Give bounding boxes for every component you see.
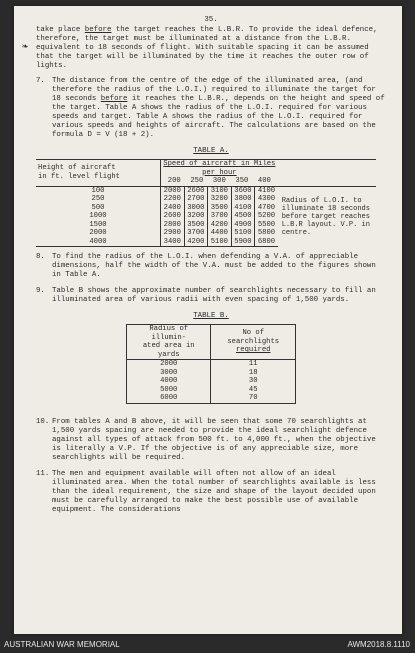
paragraph-number: 11. — [36, 469, 50, 478]
paragraph-7: 7. The distance from the centre of the edge of the illuminated area, (and therefore the radius of the L.O.I.) required to illuminate the target for 18 seconds before it reaches the L.B.R., depends on the height and speed of the target. Table A shows the radius of the L.O.I. required for various speeds and target. Table A shows the radius of the L.O.I. required for various speeds and heights of aircraft. The calculations are based on the formula D = V (18 + 2). — [36, 77, 385, 139]
footer-accession-number: AWM2018.8.1110 — [347, 640, 410, 649]
paragraph-8: 8. To find the radius of the L.O.I. when defending a V.A. of appreciable dimensions, half the width of the V.A. must be added to the figures shown in Table A. — [36, 253, 376, 279]
paragraph-number: 9. — [36, 287, 45, 295]
table-row: 1000 2600 3200 3700 4500 5200 — [36, 212, 376, 221]
table-row: 2000 2900 3700 4400 5100 5800 — [36, 229, 376, 238]
page-number: 35. — [204, 16, 218, 24]
paragraph-number: 7. — [36, 77, 45, 85]
paragraph-number: 10. — [36, 417, 50, 426]
table-row: 100 2000 2600 3100 3600 4100 Radius of L.O.I. to illuminate 18 seconds before target reaches L.B.R layout. V.P. in centre. — [36, 186, 376, 195]
table-b — [126, 324, 296, 404]
speed-200: 200 — [167, 177, 181, 185]
intro-paragraph: take place before the target reaches the L.B.R. To provide the ideal defence, therefore, the target must be illuminated at a distance from the L.B.R. equivalent to 18 seconds of flight. With suitable spacing it can be assumed that the target will be illuminated by the time it reaches the outer row of lights. — [36, 26, 378, 70]
table-row: 5000 45 — [127, 386, 296, 395]
table-a-note: Radius of L.O.I. to illuminate 18 seconds before target reaches L.B.R layout. V.P. in centre. — [281, 196, 370, 237]
table-a-caption: TABLE A. — [193, 147, 229, 155]
table-a-header: Height of aircraft in ft. level flight Speed of aircraft in Miles per hour 200 250 300 350 400 — [36, 160, 376, 187]
table-row: 4000 3400 4200 5100 5900 6800 — [36, 238, 376, 247]
table-row: 4000 30 — [127, 377, 296, 386]
speed-header: Speed of aircraft in Miles per hour — [163, 160, 276, 177]
table-row: 2000 11 — [127, 360, 296, 369]
table-row: 1500 2800 3500 4200 4900 5500 — [36, 221, 376, 230]
table-b-header: Radius of illumin- ated area in yards No of searchlights required — [127, 325, 296, 360]
archive-footer — [0, 637, 415, 653]
paragraph-number: 8. — [36, 253, 45, 261]
speed-400: 400 — [257, 177, 271, 185]
paragraph-10: 10. From tables A and B above, it will be seen that some 70 searchlights at 1,500 yards spacing are needed to provide the ideal searchlight defence against all types of attack from 500 ft. to 4,000 ft., when the objective is literally a V.P. If the objective is of any appreciable size, more searchlights will be required. — [36, 417, 376, 462]
table-row: 250 2200 2700 3200 3800 4300 — [36, 195, 376, 204]
bullet-mark: ❧ — [22, 42, 29, 53]
footer-institution: AUSTRALIAN WAR MEMORIAL — [4, 640, 120, 649]
table-row: 3000 18 — [127, 369, 296, 378]
emphasis-before: before — [100, 95, 128, 103]
table-row: 6000 70 — [127, 394, 296, 403]
page-content — [36, 16, 386, 522]
paragraph-9: 9. Table B shows the approximate number of searchlights necessary to fill an illuminated area of various radii with even spacing of 1,500 yards. — [36, 287, 376, 304]
document-page — [14, 6, 402, 634]
table-a — [36, 159, 376, 247]
emphasis-before: before — [84, 26, 112, 34]
paragraph-11: 11. The men and equipment available will often not allow of an ideal illuminated area. When the total number of searchlights available is less than the ideal requirement, the size and shape of the layout decided upon must be carefully arranged to make the best possible use of available equipment. The considerations — [36, 469, 376, 514]
speed-300: 300 — [212, 177, 226, 185]
speed-350: 350 — [235, 177, 249, 185]
table-b-caption: TABLE B. — [193, 312, 229, 320]
table-row: 500 2400 3000 3500 4100 4700 — [36, 204, 376, 213]
speed-250: 250 — [190, 177, 204, 185]
